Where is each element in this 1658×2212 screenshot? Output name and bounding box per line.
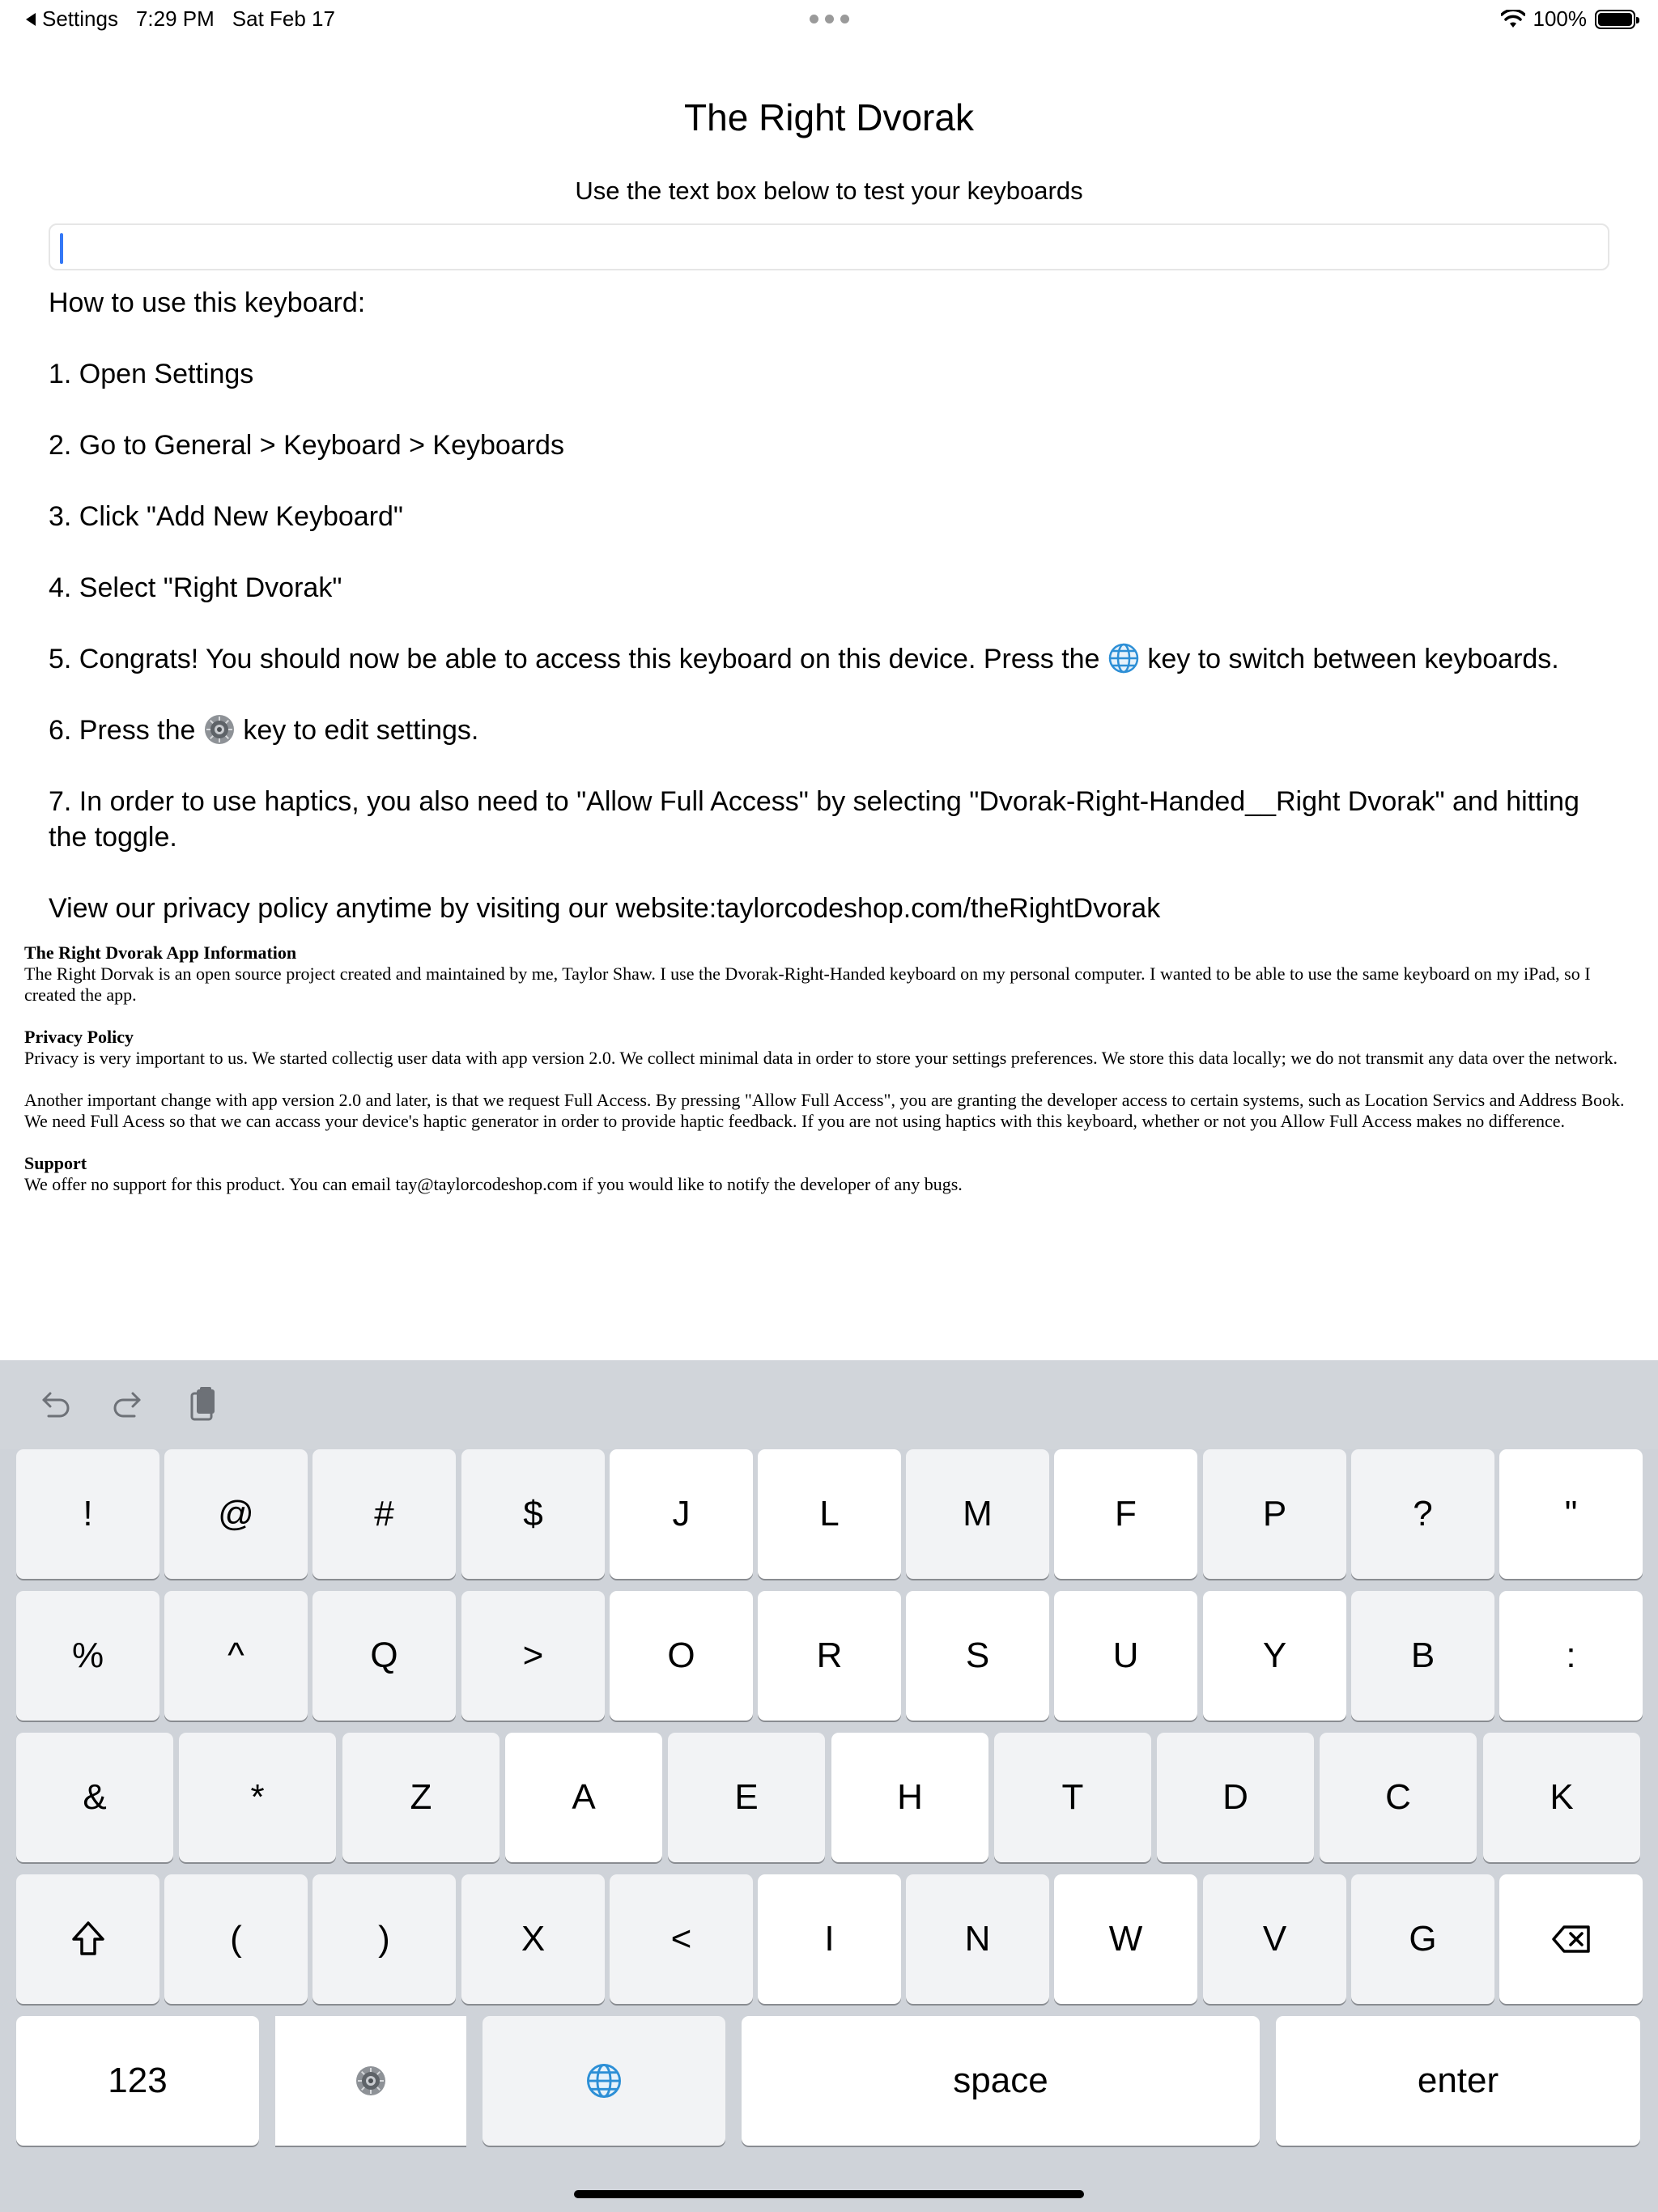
key-row3-8[interactable] [1320,1733,1477,1862]
numbers-key[interactable] [16,2016,259,2146]
key-row2-9[interactable] [1351,1591,1494,1721]
key-row3-6-label: T [1061,1777,1084,1817]
step-3: 3. Click "Add New Keyboard" [49,501,403,532]
key-row4-3-label: < [670,1919,692,1959]
status-bar [0,0,1658,40]
key-row3-2[interactable] [342,1733,500,1862]
status-left [24,6,335,32]
privacy-link-line[interactable]: View our privacy policy anytime by visiting our website:taylorcodeshop.com/theRightDvorak [49,893,1161,924]
keyboard [0,1360,1658,2212]
key-row1-2[interactable] [312,1449,456,1579]
key-row4-8-label: G [1409,1919,1437,1959]
key-row3-7-label: D [1222,1777,1248,1817]
page-title: The Right Dvorak [684,96,974,138]
instructions-heading: How to use this keyboard: [49,287,366,318]
key-row3-1-label: * [250,1777,265,1817]
app-info-section [24,942,1635,1216]
key-row2-6[interactable] [906,1591,1049,1721]
app-info-text: The Right Dorvak is an open source project created and maintained by me, Taylor Shaw. I use the Dvorak-Right-Handed keyboard on my personal computer. I wanted to be able to use the same keyboard on my iPad, so I created the app. [24,963,1591,1005]
key-row1-7-label: F [1115,1494,1137,1534]
gear-icon [355,2065,387,2097]
key-row4-2-label: X [521,1919,546,1959]
multitasking-dots[interactable] [810,15,849,23]
text-caret [60,233,63,264]
space-key[interactable] [742,2016,1260,2146]
key-row1-3-label: $ [523,1494,543,1534]
key-row4-7-label: V [1262,1919,1287,1959]
key-row1-4-label: J [672,1494,691,1534]
keyboard-keys [0,1449,1658,2212]
key-row2-8[interactable] [1203,1591,1346,1721]
key-row4-4-label: I [824,1919,835,1959]
key-row3-5-label: H [897,1777,923,1817]
space-key-label: space [953,2061,1048,2100]
key-row3-3-label: A [572,1777,596,1817]
key-row3-8-label: C [1385,1777,1411,1817]
step-6: 6. Press the key to edit settings. [49,715,479,746]
key-row2-1[interactable] [164,1591,308,1721]
page-subtitle: Use the text box below to test your keyboards [575,177,1083,205]
enter-key-label: enter [1417,2061,1499,2100]
test-text-input[interactable] [49,223,1609,270]
key-row2-3[interactable] [461,1591,605,1721]
key-row1-3[interactable] [461,1449,605,1579]
key-row3-6[interactable] [994,1733,1151,1862]
key-row1-6-label: M [963,1494,993,1534]
shift-icon [70,1920,106,1959]
key-row4-3[interactable] [610,1874,753,2004]
key-row3-5[interactable] [831,1733,988,1862]
key-row4-0[interactable] [164,1874,308,2004]
key-row1-6[interactable] [906,1449,1049,1579]
keyboard-shortcut-bar [0,1360,1658,1449]
key-row1-5-label: L [819,1494,840,1534]
key-row2-5[interactable] [758,1591,901,1721]
step-4: 4. Select "Right Dvorak" [49,572,342,603]
step-5: 5. Congrats! You should now be able to access this keyboard on this device. Press the key to switch between keyboards. [49,644,1559,674]
key-row4-6[interactable] [1054,1874,1197,2004]
key-row3-4-label: E [734,1777,759,1817]
key-row3-9[interactable] [1483,1733,1640,1862]
privacy-text-1: Privacy is very important to us. We started collectig user data with app version 2.0. We collect minimal data in order to store your settings preferences. We store this data locally; we do not transmit any data over the network. [24,1048,1618,1068]
key-row4-0-label: ( [230,1919,242,1959]
enter-key[interactable] [1276,2016,1640,2146]
key-row3-2-label: Z [410,1777,432,1817]
gear-icon [203,713,236,746]
key-row1-2-label: # [374,1494,394,1534]
key-row3-0[interactable] [16,1733,173,1862]
settings-key[interactable] [275,2016,466,2146]
key-row1-0[interactable] [16,1449,159,1579]
status-time: 7:29 PM [135,6,215,31]
wifi-icon [1501,10,1525,29]
numbers-key-label: 123 [108,2061,168,2100]
back-label: Settings [42,6,118,31]
step-1: 1. Open Settings [49,359,254,389]
key-row4-8[interactable] [1351,1874,1494,2004]
key-row4-6-label: W [1108,1919,1143,1959]
key-row1-9-label: ? [1413,1494,1433,1534]
key-row4-4[interactable] [758,1874,901,2004]
key-row2-7-label: U [1112,1636,1139,1675]
key-row2-0[interactable] [16,1591,159,1721]
delete-icon [1551,1925,1592,1954]
key-row3-3[interactable] [505,1733,662,1862]
key-row3-1[interactable] [179,1733,336,1862]
shift-key[interactable] [16,1874,159,2004]
key-row2-10[interactable] [1499,1591,1643,1721]
status-date: Sat Feb 17 [232,6,335,31]
key-row2-1-label: ^ [227,1636,244,1675]
key-row2-8-label: Y [1262,1636,1287,1675]
privacy-text-2: Another important change with app version 2.0 and later, is that we request Full Access. By pressing "Allow Full Access", you are granting the developer access to certain systems, such as Location Servics and Address Book. We need Full Acess so that we can accass your device's haptic generator in order to provide haptic feedback. If you are not using haptics with this keyboard, whether or not you Allow Full Access makes no difference. [24,1090,1625,1131]
key-row4-2[interactable] [461,1874,605,2004]
battery-icon [1595,10,1635,29]
key-row1-10[interactable] [1499,1449,1643,1579]
key-row2-2-label: Q [370,1636,398,1675]
instructions [49,285,1619,926]
back-to-settings[interactable] [24,6,118,32]
key-row2-5-label: R [816,1636,843,1675]
key-row1-0-label: ! [83,1494,93,1534]
key-row3-9-label: K [1550,1777,1574,1817]
key-row1-5[interactable] [758,1449,901,1579]
support-heading: Support [24,1153,87,1173]
key-row4-5[interactable] [906,1874,1049,2004]
app-info-heading: The Right Dvorak App Information [24,942,297,963]
key-row2-4[interactable] [610,1591,753,1721]
key-row2-7[interactable] [1054,1591,1197,1721]
key-row1-4[interactable] [610,1449,753,1579]
key-row2-3-label: > [522,1636,544,1675]
undo-icon[interactable] [32,1382,78,1427]
key-row4-5-label: N [964,1919,991,1959]
redo-icon[interactable] [105,1382,151,1427]
key-row4-1-label: ) [378,1919,390,1959]
key-row2-6-label: S [965,1636,990,1675]
home-indicator[interactable] [574,2190,1084,2198]
paste-icon[interactable] [180,1382,225,1427]
status-right [1501,6,1636,32]
delete-key[interactable] [1499,1874,1643,2004]
globe-icon [1107,642,1140,674]
globe-icon [585,2062,623,2099]
key-row2-4-label: O [667,1636,695,1675]
key-row1-1[interactable] [164,1449,308,1579]
key-row1-9[interactable] [1351,1449,1494,1579]
key-row4-7[interactable] [1203,1874,1346,2004]
key-row2-0-label: % [71,1636,104,1675]
key-row1-7[interactable] [1054,1449,1197,1579]
globe-key[interactable] [483,2016,725,2146]
key-row2-2[interactable] [312,1591,456,1721]
privacy-heading: Privacy Policy [24,1027,134,1047]
step-7: 7. In order to use haptics, you also need to "Allow Full Access" by selecting "Dvorak-Right-Handed__Right Dvorak" and hitting the toggle. [49,786,1579,853]
key-row3-0-label: & [83,1777,107,1817]
step-2: 2. Go to General > Keyboard > Keyboards [49,430,564,461]
support-text: We offer no support for this product. You can email tay@taylorcodeshop.com if you would like to notify the developer of any bugs. [24,1174,963,1194]
key-row4-1[interactable] [312,1874,456,2004]
key-row1-10-label: " [1564,1494,1578,1534]
key-row2-10-label: : [1566,1636,1576,1675]
key-row2-9-label: B [1410,1636,1435,1675]
key-row1-8-label: P [1262,1494,1287,1534]
key-row1-8[interactable] [1203,1449,1346,1579]
key-row1-1-label: @ [218,1494,254,1534]
key-row3-4[interactable] [668,1733,825,1862]
back-arrow-icon [24,12,37,27]
battery-percent: 100% [1533,6,1587,31]
key-row3-7[interactable] [1157,1733,1314,1862]
